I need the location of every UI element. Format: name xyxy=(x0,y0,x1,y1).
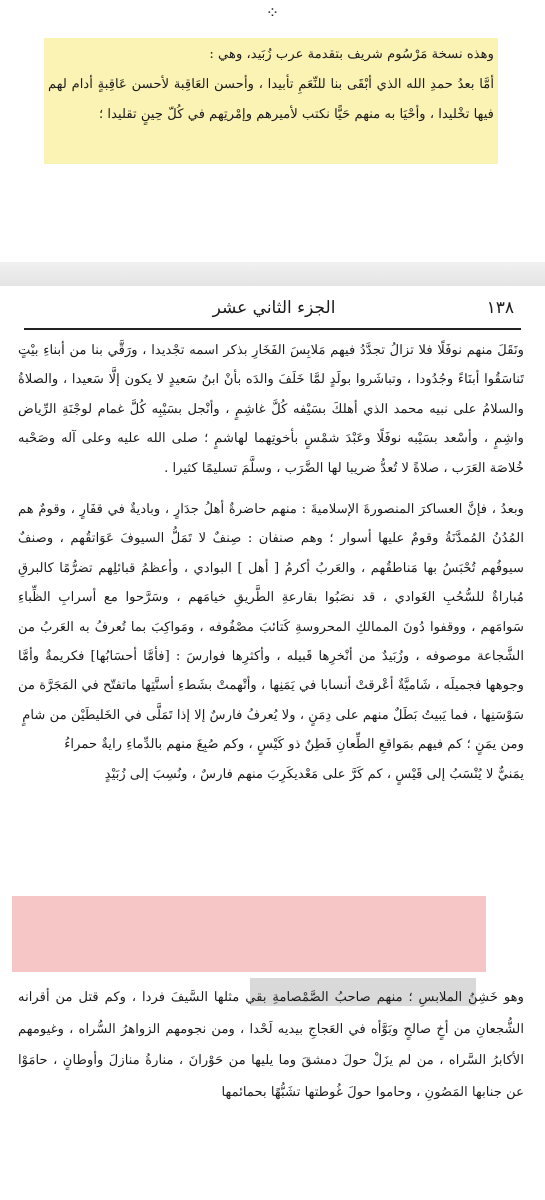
body-paragraph-1: ونَقَلَ منهم نوفَلًا فلا تزالُ تجدَّدُ فيهم مَلابِسَ الفَخَارِ بذكر اسمه تجْديدا ، ورَقَّي بنا من أبناءِ بيْتٍ تَناسَقُوا أبنَاءً وجُدُودا ، وتباشَروا بولَدٍ لمَّا خَلَفَ والدَه بأنْ ابنُ سَعيدٍ لا يكون إلَّا سَعيدا ، والصلاةُ والسلامُ على نبيه محمد الذي أهلكَ بسَيْفه كُلَّ غاشِمٍ ، وأنْجل بسَيْبِه كُلَّ غمام لوجْنَةِ الرِّياض واشِمٍ ، وأسْعد بسَيْبه نوفَلًا وعَبْدَ شمْسٍ بأخوتِهما لهاشمٍ ؛ صلى الله عليه وعلى آله وصَحْبه خُلاصَة العَرَب ، صلاةً لا تُعدُّ ضريبا لها الضَّرَب ، وسلَّمَ تسليمًا كثيرا . xyxy=(18,343,524,476)
volume-title: الجزء الثاني عشر xyxy=(212,298,336,318)
gray-highlighted-text: منهم صاحبُ الصَّمْصامةِ بقي مثلها السَّيفَ فردا xyxy=(141,990,403,1005)
red-highlight xyxy=(12,896,486,972)
body-paragraph-2-text: وبعدُ ، فإنَّ العساكرَ المنصورةَ الإسلاميةَ : منهم حاضرةٌ أهلُ جدَارٍ ، وباديةٌ في قفَارٍ ، وقومٌ هم المُدُنُ المُمدَّنَةُ وقومٌ عليها أسوار ؛ وهم صنفان : صِنفٌ لا تَمَلُّ السيوفَ عَوَاتقُهم ، وصنفٌ سيوفُهم تُحْبَسُ بها مَناطقُهم ، والعَربُ أكرمُ [ أهل ] البوادي ، وأعظمُ قبائلِهم تضرُّمًا كالبرقِ مُباراةٌ للسُّحُبِ الغَوادي ، قد نصَبُوا بقارعةِ الطَّريقِ خيامَهم ، وسَرَّحوا مع أسرابِ الظِّباءِ سَوامَهم ، ووقفوا دُونَ الممالكِ المحروسةِ كَتائبَ مصْفُوفه ، ومَواكِبَ بما تُعرفُ به العَربُ من الشَّجاعة موصوفه ، وزُبَيدٌ من أنْخرِها قَبيله ، وأكثرِها فوارسَ : [فأمَّا أحسَابُها] فكريمةٌ وأمَّا وجوهها فجميلَه ، شَاميَّةٌ أعْرقتْ أنسابا في يَمَنِها ، وأتْهمتْ بشَطءِ أسنَّتِها ماتفتّح في المَجَرَّة من سَوْسَنِها ، فما يَبيتُ بَطَلٌ منهم على دِمَنٍ ، ولا يُعرفُ فارسٌ إلا إذا تَمَلَّى في الخَليطَيْن من شامٍ xyxy=(18,502,524,723)
tail-rest: ، وكم قتل من أقرانه الشُّجعانِ من أخٍ صالحٍ وبَوَّأه في العَجاجِ بيديه لَحْدا ، ومن نجومهم الزواهرُ السُّراه ، وغيومهم الأكابرُ السَّراه ، من لم يزَلْ حولَ دمشقَ وما يليها من حَوْرانَ ، منارةُ منازلَ وأوطانٍ ، حامَوْا عن جنابها المَصُونِ ، وحاموا حولَ غُوطتها تشَبُّهًا بحمائمها xyxy=(18,990,524,1100)
tail-text xyxy=(18,982,524,1108)
body-paragraph-2 xyxy=(18,495,524,789)
tail-lead: وهو خَشِنُ الملابسِ ؛ xyxy=(402,990,524,1005)
page-divider xyxy=(0,262,545,286)
ornament-icon: ⁘ xyxy=(265,3,280,22)
page-header xyxy=(24,294,524,324)
top-paragraph-1: وهذه نسخة مَرْسُوم شريف بتقدمة عرب زُبَيد، وهي : xyxy=(209,47,494,62)
top-paragraph-2: أمَّا بعدُ حمدِ الله الذي أبْقَى بنا للنِّعَمِ تأبيدا ، وأحسن العَاقِبة لأحسن عَاقِبةٍ أدام لهم فيها تخْليدا ، وأحْيَا به منهم حَيًّا نكتب لأميرهم وإمْرتِهم في كُلّ حِينٍ تقليدا ؛ xyxy=(48,77,494,122)
top-text-block xyxy=(48,40,494,130)
previous-page-fragment xyxy=(0,0,545,262)
page-number: ١٣٨ xyxy=(486,298,514,318)
highlighted-line-2: يمَنيٌّ لا يُنْسَبُ إلى قَيْسٍ ، كم كَرَّ على مَعْديكَرِبَ منهم فارسٌ ، ونُسِبَ إلى زُبَيْدٍ xyxy=(104,766,524,782)
highlighted-line-1: ومن يمَنٍ ؛ كم فيهم بمَواقعِ الطِّعانِ فَطِنٌ ذو كَيْسٍ ، وكم صُبِغَ منهم بالدِّماءِ رايةٌ حمراءُ xyxy=(64,737,524,753)
body-text xyxy=(18,336,524,789)
header-rule xyxy=(24,328,521,330)
tail-paragraph xyxy=(18,982,524,1108)
